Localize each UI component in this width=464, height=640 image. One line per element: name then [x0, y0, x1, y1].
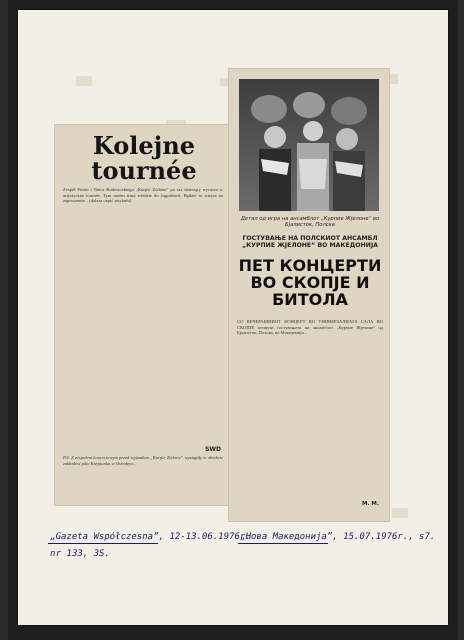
clipping-headline: [55, 133, 233, 183]
tape-piece: [76, 76, 92, 86]
clipping-subheadline: ГОСТУВАЊЕ НА ПОЛСКИОТ АНСАМБЛ „КУРПИЕ ЖЈЕЛОНЕ“ ВО МАКЕДОНИЈА: [242, 235, 378, 250]
headline-line-2: tournée: [91, 156, 197, 185]
headline-line-1: Kolejne: [92, 131, 196, 160]
photo-caption: Детал од игра на ансамблот „Курпие Жјелоне“ во Бјалисток, Полска: [240, 216, 380, 229]
dancers-photo: [239, 79, 379, 211]
handwritten-source-note: „Нова Македонија”, 15.07.1976r., s7.: [239, 532, 436, 542]
clipping-headline: ПЕТ КОНЦЕРТИ ВО СКОПЈЕ И БИТОЛА: [238, 256, 382, 309]
handwriting-underline: [48, 543, 158, 544]
dancers-photo-image: [239, 79, 379, 211]
tape-piece: [392, 508, 408, 518]
polish-newspaper-clipping: [54, 124, 234, 506]
macedonian-newspaper-clipping: [228, 68, 390, 522]
handwritten-issue-note: nr 133, 3S.: [49, 549, 111, 559]
clipping-body-text: Zespół Pieśni i Tańca Białostockiego „Kurpie Zielone” po raz dziesiąty wyrusza w artystyczne tournée. Tym razem trasa wiedzie do Jugosławii. Będzie to wizyta na zaproszenie... (dalsza część artykułu): [63, 187, 225, 204]
clipping-signature: SWD: [205, 446, 221, 453]
clipping-body-text: СО ВЕЧЕРАШНИОТ КОНЦЕРТ ВО УНИВЕРЗАЛНАТА САЛА ВО СКОПЈЕ почнува гостувањето на ансамблот „Курпие Жјелоне“ од Бјалисток, Полска, во Македонија...: [237, 319, 383, 336]
album-edge-right: [458, 0, 464, 640]
handwriting-underline: [238, 543, 328, 544]
handwritten-source-note: „Gazeta Współczesna”, 12-13.06.1976r.: [49, 532, 252, 542]
album-edge-left: [0, 0, 8, 640]
clipping-postscript: P.S. Z zespołem koncertowym przed wyjazdem „Kurpie Zielone” wystąpiły w obiekcie zakładów jako Kurpianka w Ostrołęce...: [63, 455, 223, 466]
clipping-signature: М. М.: [361, 501, 379, 507]
